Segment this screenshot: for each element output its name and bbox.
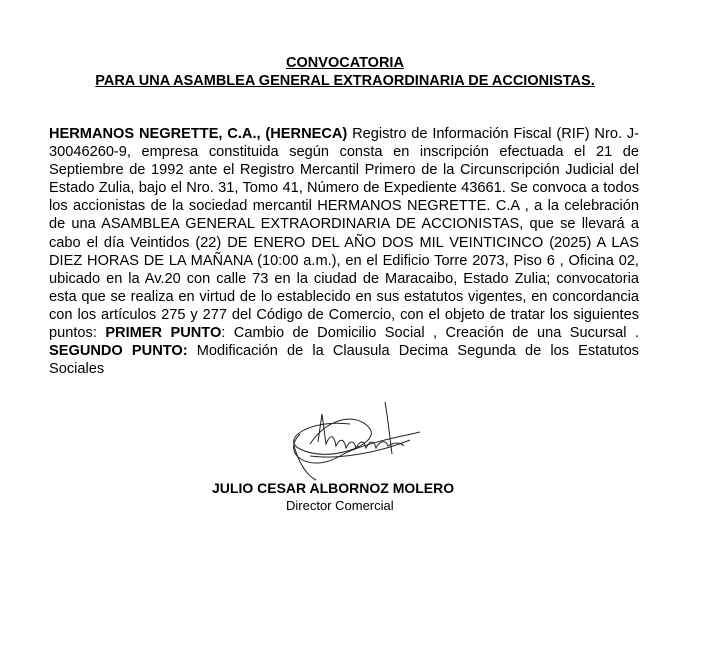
point-one-text: : Cambio de Domicilio Social , Creación de una Sucursal . [221,325,640,342]
point-two-text: Modificación de la Clausula Decima Segunda de los Estatutos Sociales [49,343,639,378]
point-two-label: SEGUNDO PUNTO: [49,343,188,360]
company-acronym: (HERNECA) [265,126,348,142]
document-title: CONVOCATORIA [286,55,404,71]
document-subtitle: PARA UNA ASAMBLEA GENERAL EXTRAORDINARIA DE ACCIONISTAS. [95,73,595,89]
signer-role: Director Comercial [286,498,394,513]
body-text-main: Registro de Información Fiscal (RIF) Nro. J-30046260-9, empresa constituida según consta en inscripción efectuada el 21 de Septiembre de 1992 ante el Registro Mercantil Primero de la Circunscripción Judicial del Estado Zulia, bajo el Nro. 31, Tomo 41, Número de Expediente 43661. Se convoca a todos los accionistas de la sociedad mercantil HERMANOS NEGRETTE. C.A , a la celebración de una ASAMBLEA GENERAL EXTRAORDINARIA DE ACCIONISTAS, que se llevará a cabo el día Veintidos (22) DE ENERO DEL AÑO DOS MIL VEINTICINCO (2025) A LAS DIEZ HORAS DE LA MAÑANA (10:00 a.m.), en el Edificio Torre 2073, Piso 6 , Oficina 02, ubicado en la Av.20 con calle 73 en la ciudad de Maracaibo, Estado Zulia; convocatoria esta que se realiza en virtud de lo establecido en sus estatutos vigentes, en concordancia con los artículos 275 y 277 del Código de Comercio, con el objeto de tratar los siguientes puntos: [49,126,639,342]
company-separator: , [256,126,266,142]
signer-name: JULIO CESAR ALBORNOZ MOLERO [212,480,455,496]
handwritten-signature [270,394,430,484]
point-one-label: PRIMER PUNTO [105,325,222,342]
convocation-body [49,125,639,378]
company-name: HERMANOS NEGRETTE, C.A. [49,126,257,142]
